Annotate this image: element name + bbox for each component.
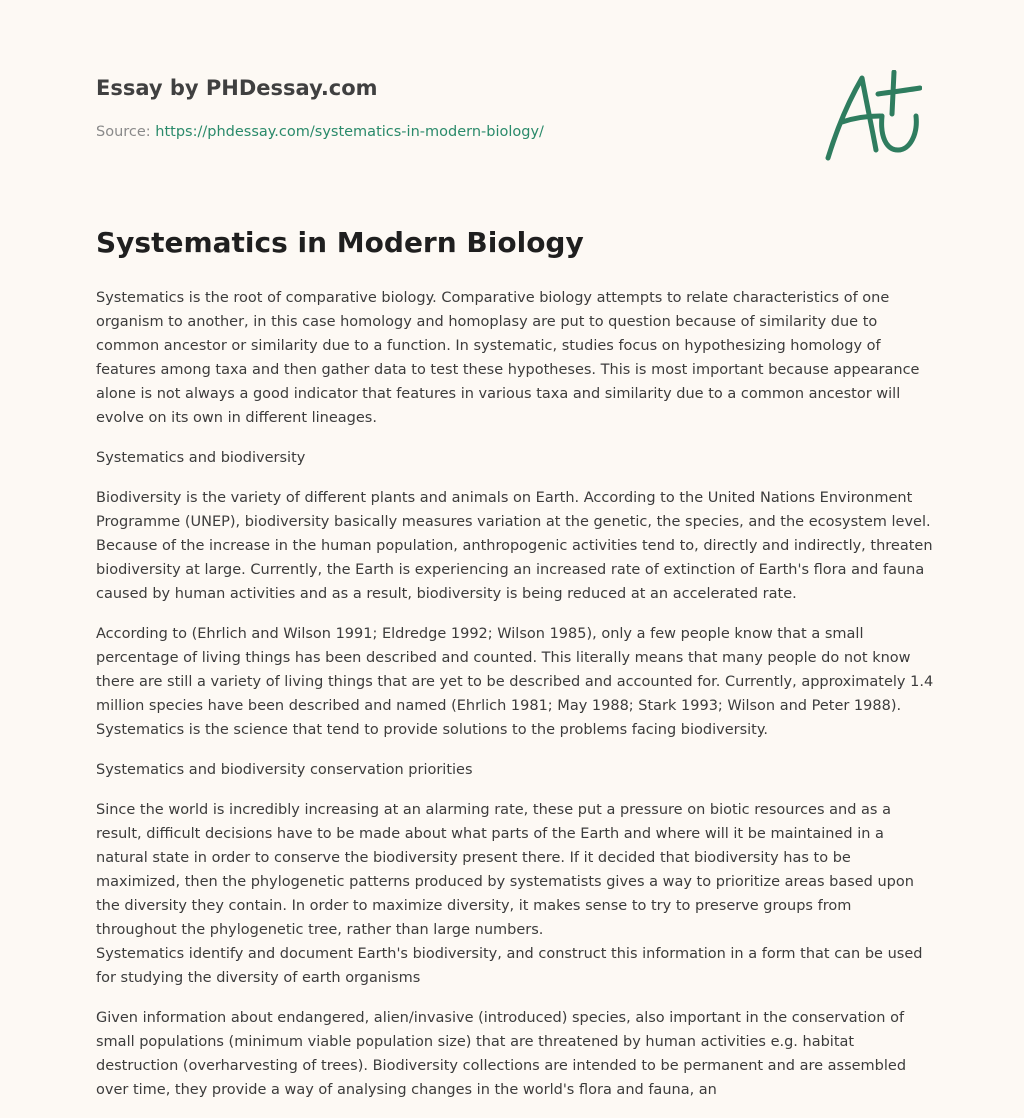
source-line	[96, 124, 544, 140]
source-link[interactable]: https://phdessay.com/systematics-in-modern-biology/	[155, 124, 544, 140]
paragraph-conservation: Since the world is incredibly increasing at an alarming rate, these put a pressure on biotic resources and as a result, difficult decisions have to be made about what parts of the Earth and where will it be maintained in a natural state in order to conserve the biodiversity present there. If it decided that biodiversity has to be maximized, then the phylogenetic patterns produced by systematists gives a way to prioritize areas based upon the diversity they contain. In order to maximize diversity, it makes sense to try to preserve groups from throughout the phylogenetic tree, rather than large numbers.	[96, 802, 914, 938]
site-brand: Essay by PHDessay.com	[96, 76, 378, 100]
paragraph-biodiversity: Biodiversity is the variety of different plants and animals on Earth. According to the United Nations Environment Programme (UNEP), biodiversity basically measures variation at the genetic, the species, and the ecosystem level. Because of the increase in the human population, anthropogenic activities tend to, directly and indirectly, threaten biodiversity at large. Currently, the Earth is experiencing an increased rate of extinction of Earth's flora and fauna caused by human activities and as a result, biodiversity is being reduced at an accelerated rate.	[96, 490, 933, 602]
essay-title: Systematics in Modern Biology	[96, 226, 584, 259]
a-plus-grade-icon	[822, 70, 922, 164]
paragraph-endangered-species: Given information about endangered, alien/invasive (introduced) species, also important in the conservation of small populations (minimum viable population size) that are threatened by human activities e.g. habitat destruction (overharvesting of trees). Biodiversity collections are intended to be permanent and are assembled over time, they provide a way of analysing changes in the world's flora and fauna, an	[96, 1010, 907, 1098]
paragraph-described-species: According to (Ehrlich and Wilson 1991; Eldredge 1992; Wilson 1985), only a few people know that a small percentage of living things has been described and counted. This literally means that many people do not know there are still a variety of living things that are yet to be described and accounted for. Currently, approximately 1.4 million species have been described and named (Ehrlich 1981; May 1988; Stark 1993; Wilson and Peter 1988). Systematics is the science that tend to provide solutions to the problems facing biodiversity.	[96, 626, 934, 738]
section-heading-conservation: Systematics and biodiversity conservation priorities	[96, 762, 473, 778]
essay-body	[96, 286, 934, 1118]
paragraph-document-biodiversity: Systematics identify and document Earth's biodiversity, and construct this information in a form that can be used for studying the diversity of earth organisms	[96, 946, 923, 986]
paragraph-intro: Systematics is the root of comparative biology. Comparative biology attempts to relate characteristics of one organism to another, in this case homology and homoplasy are put to question because of similarity due to common ancestor or similarity due to a function. In systematic, studies focus on hypothesizing homology of features among taxa and then gather data to test these hypotheses. This is most important because appearance alone is not always a good indicator that features in various taxa and similarity due to a common ancestor will evolve on its own in different lineages.	[96, 290, 920, 426]
source-label: Source:	[96, 124, 156, 140]
section-heading-biodiversity: Systematics and biodiversity	[96, 450, 306, 466]
